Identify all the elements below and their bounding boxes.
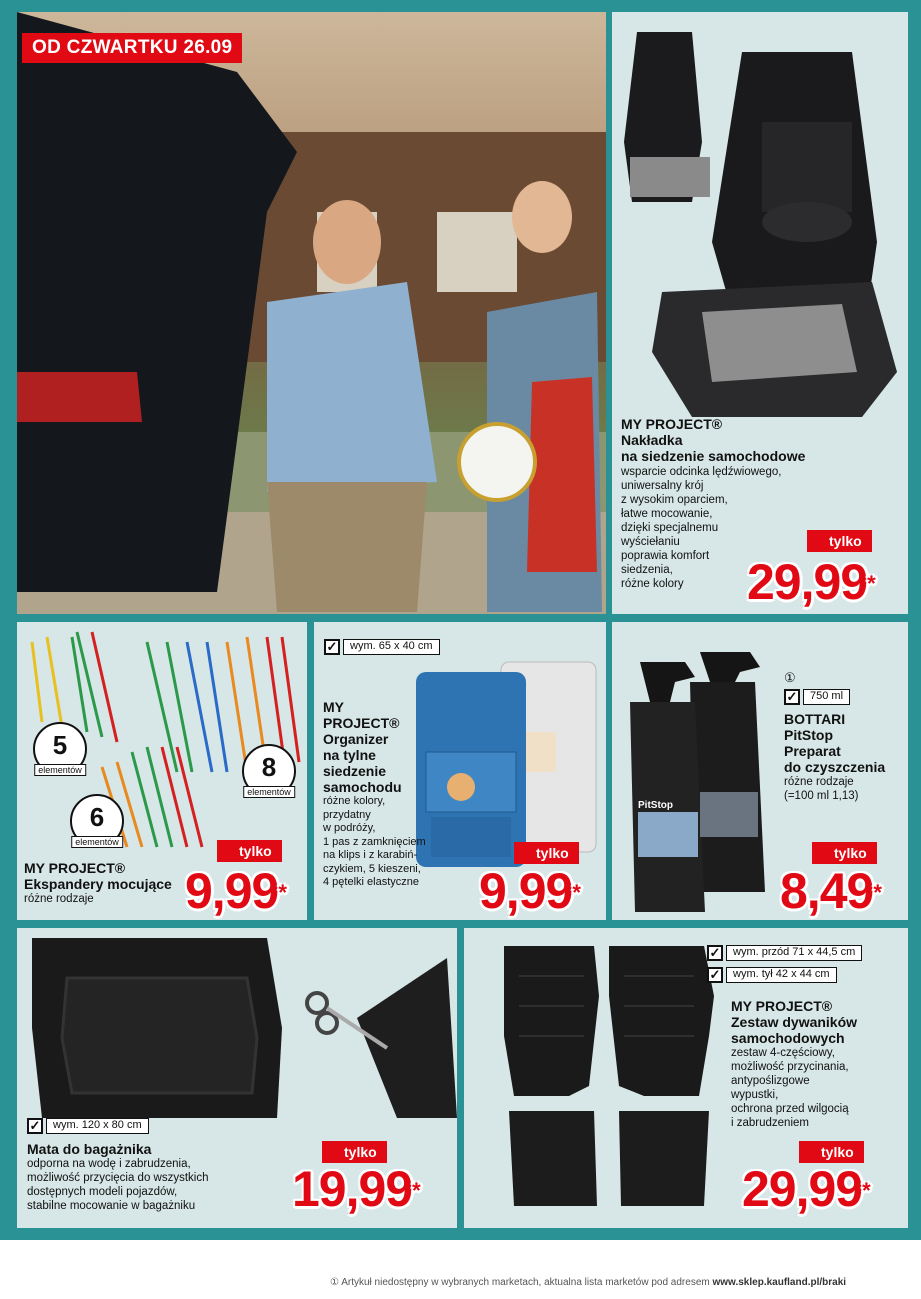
- dimension-text: wym. 65 x 40 cm: [343, 639, 440, 655]
- cleaner-price: [780, 863, 881, 919]
- desc-line: na klips i z karabiń-: [323, 849, 418, 861]
- trunk-mat-title: Mata do bagażnika: [27, 1141, 152, 1157]
- date-badge: OD CZWARTKU 26.09: [22, 33, 242, 63]
- desc-line: dostępnych modeli pojazdów,: [27, 1186, 178, 1198]
- dimension-text: wym. 120 x 80 cm: [46, 1118, 149, 1134]
- checkbox-icon: ✓: [27, 1118, 43, 1134]
- price-value: 29,99: [747, 554, 868, 610]
- desc-line: ochrona przed wilgocią: [731, 1103, 849, 1115]
- bungee-price: [185, 863, 286, 919]
- desc-line: różne kolory,: [323, 795, 386, 807]
- cleaner-title-1: PitStop: [784, 727, 833, 743]
- desc-line: 4 pętelki elastyczne: [323, 876, 419, 888]
- bungee-brand: MY PROJECT®: [24, 860, 126, 876]
- count-number: 8: [261, 752, 277, 782]
- availability-icon: ①: [330, 1277, 339, 1288]
- seat-cover-title-2: na siedzenie samochodowe: [621, 448, 806, 464]
- bungee-title: Ekspandery mocujące: [24, 876, 172, 892]
- floor-mats-front-tag: [707, 945, 862, 961]
- seat-cover-title-1: Nakładka: [621, 432, 683, 448]
- desc-line: różne kolory: [621, 578, 684, 590]
- hero-photo: [17, 12, 606, 614]
- availability-icon: ①: [784, 670, 796, 685]
- footer-note: [330, 1277, 846, 1288]
- cleaner-title-3: do czyszczenia: [784, 759, 886, 775]
- cleaner-volume-tag: [784, 689, 850, 705]
- cleaner-panel: [612, 622, 908, 920]
- count-label: elementów: [34, 764, 86, 776]
- organizer-brand-2: PROJECT®: [323, 715, 400, 731]
- volume-text: 750 ml: [803, 689, 850, 705]
- floor-mats-text: [731, 998, 906, 1130]
- desc-line: poprawia komfort: [621, 550, 710, 562]
- organizer-brand-1: MY: [323, 699, 344, 715]
- desc-line: wsparcie odcinka lędźwiowego,: [621, 466, 782, 478]
- count-badge-6: [70, 794, 124, 848]
- floor-mats-brand: MY PROJECT®: [731, 998, 833, 1014]
- dimension-text: wym. tył 42 x 44 cm: [726, 967, 837, 983]
- desc-line: w podróży,: [323, 822, 376, 834]
- trunk-mat-tylko: tylko: [322, 1141, 387, 1163]
- cleaner-title-2: Preparat: [784, 743, 841, 759]
- floor-mats-title-2: samochodowych: [731, 1030, 845, 1046]
- organizer-title-2: na tylne: [323, 747, 376, 763]
- desc-line: odporna na wodę i zabrudzenia,: [27, 1158, 191, 1170]
- count-label: elementów: [243, 786, 295, 798]
- organizer-panel: [314, 622, 606, 920]
- family-car-illustration: [17, 12, 606, 614]
- seat-cover-tylko: tylko: [807, 530, 872, 552]
- desc-line: wyściełaniu: [621, 536, 680, 548]
- desc-line: łatwe mocowanie,: [621, 508, 713, 520]
- desc-line: siedzenia,: [621, 564, 673, 576]
- checkbox-icon: ✓: [324, 639, 340, 655]
- bungee-desc: różne rodzaje: [24, 893, 94, 905]
- count-label: elementów: [71, 836, 123, 848]
- desc-line: antypoślizgowe: [731, 1075, 810, 1087]
- desc-line: 1 pas z zamknięciem: [323, 835, 426, 848]
- cleaner-bottles-image: [620, 622, 780, 917]
- footer-link[interactable]: www.sklep.kaufland.pl/braki: [712, 1277, 847, 1288]
- price-value: 9,99: [479, 863, 573, 919]
- organizer-title-4: samochodu: [323, 779, 402, 795]
- desc-line: możliwość przycinania,: [731, 1061, 849, 1073]
- cleaner-text: [784, 711, 906, 803]
- trunk-mat-price: [292, 1161, 420, 1217]
- price-asterisk: *: [278, 880, 286, 905]
- price-value: 8,49: [780, 863, 874, 919]
- desc-line: zestaw 4-częściowy,: [731, 1047, 835, 1059]
- price-asterisk: *: [867, 571, 875, 596]
- price-value: 29,99: [742, 1161, 863, 1217]
- cleaner-tylko: tylko: [812, 842, 877, 864]
- seat-cover-image: [612, 12, 908, 422]
- floor-mats-panel: [464, 928, 908, 1228]
- desc-line: wypustki,: [731, 1089, 779, 1101]
- count-number: 6: [89, 802, 105, 832]
- organizer-title-3: siedzenie: [323, 763, 387, 779]
- price-asterisk: *: [862, 1178, 870, 1203]
- desc-line: stabilne mocowanie w bagażniku: [27, 1200, 196, 1212]
- count-number: 5: [52, 730, 68, 760]
- price-asterisk: *: [412, 1178, 420, 1203]
- dimension-text: wym. przód 71 x 44,5 cm: [726, 945, 862, 961]
- seat-cover-panel: [612, 12, 908, 614]
- floor-mats-title-1: Zestaw dywaników: [731, 1014, 858, 1030]
- desc-line: dzięki specjalnemu: [621, 522, 719, 534]
- price-asterisk: *: [873, 880, 881, 905]
- organizer-title-1: Organizer: [323, 731, 389, 747]
- seat-cover-brand: MY PROJECT®: [621, 416, 723, 432]
- floor-mats-rear-tag: [707, 967, 837, 983]
- desc-line: możliwość przycięcia do wszystkich: [27, 1172, 209, 1184]
- trunk-mat-text: [27, 1141, 267, 1213]
- desc-line: z wysokim oparciem,: [621, 494, 728, 506]
- bungee-panel: [17, 622, 307, 920]
- trunk-mat-dimension-tag: [27, 1118, 149, 1134]
- cleaner-desc-2: (=100 ml 1,13): [784, 790, 859, 802]
- cleaner-desc-1: różne rodzaje: [784, 776, 854, 788]
- pitstop-bottle-label: PitStop: [638, 800, 673, 811]
- bungee-text: [24, 860, 204, 906]
- organizer-price: [479, 863, 580, 919]
- checkbox-icon: ✓: [707, 945, 723, 961]
- bungee-tylko: tylko: [217, 840, 282, 862]
- count-badge-5: [33, 722, 87, 776]
- footer-text: Artykuł niedostępny w wybranych marketach, aktualna lista marketów pod adresem: [341, 1277, 710, 1288]
- organizer-desc: [323, 795, 473, 890]
- seat-cover-price: [747, 554, 875, 610]
- desc-line: i zabrudzeniem: [731, 1117, 809, 1129]
- price-value: 19,99: [292, 1161, 413, 1217]
- desc-line: uniwersalny krój: [621, 480, 704, 492]
- checkbox-icon: ✓: [784, 689, 800, 705]
- price-value: 9,99: [185, 863, 279, 919]
- floor-mats-price: [742, 1161, 870, 1217]
- trunk-mat-image: [27, 928, 457, 1128]
- count-badge-8: [242, 744, 296, 798]
- floor-mats-image: [499, 936, 724, 1226]
- desc-line: czykiem, 5 kieszeni,: [323, 862, 421, 875]
- price-asterisk: *: [572, 880, 580, 905]
- cleaner-brand: BOTTARI: [784, 711, 846, 727]
- desc-line: przydatny: [323, 808, 371, 821]
- floor-mats-tylko: tylko: [799, 1141, 864, 1163]
- organizer-text: [323, 699, 473, 890]
- trunk-mat-panel: [17, 928, 457, 1228]
- organizer-tylko: tylko: [514, 842, 579, 864]
- checkbox-icon: ✓: [707, 967, 723, 983]
